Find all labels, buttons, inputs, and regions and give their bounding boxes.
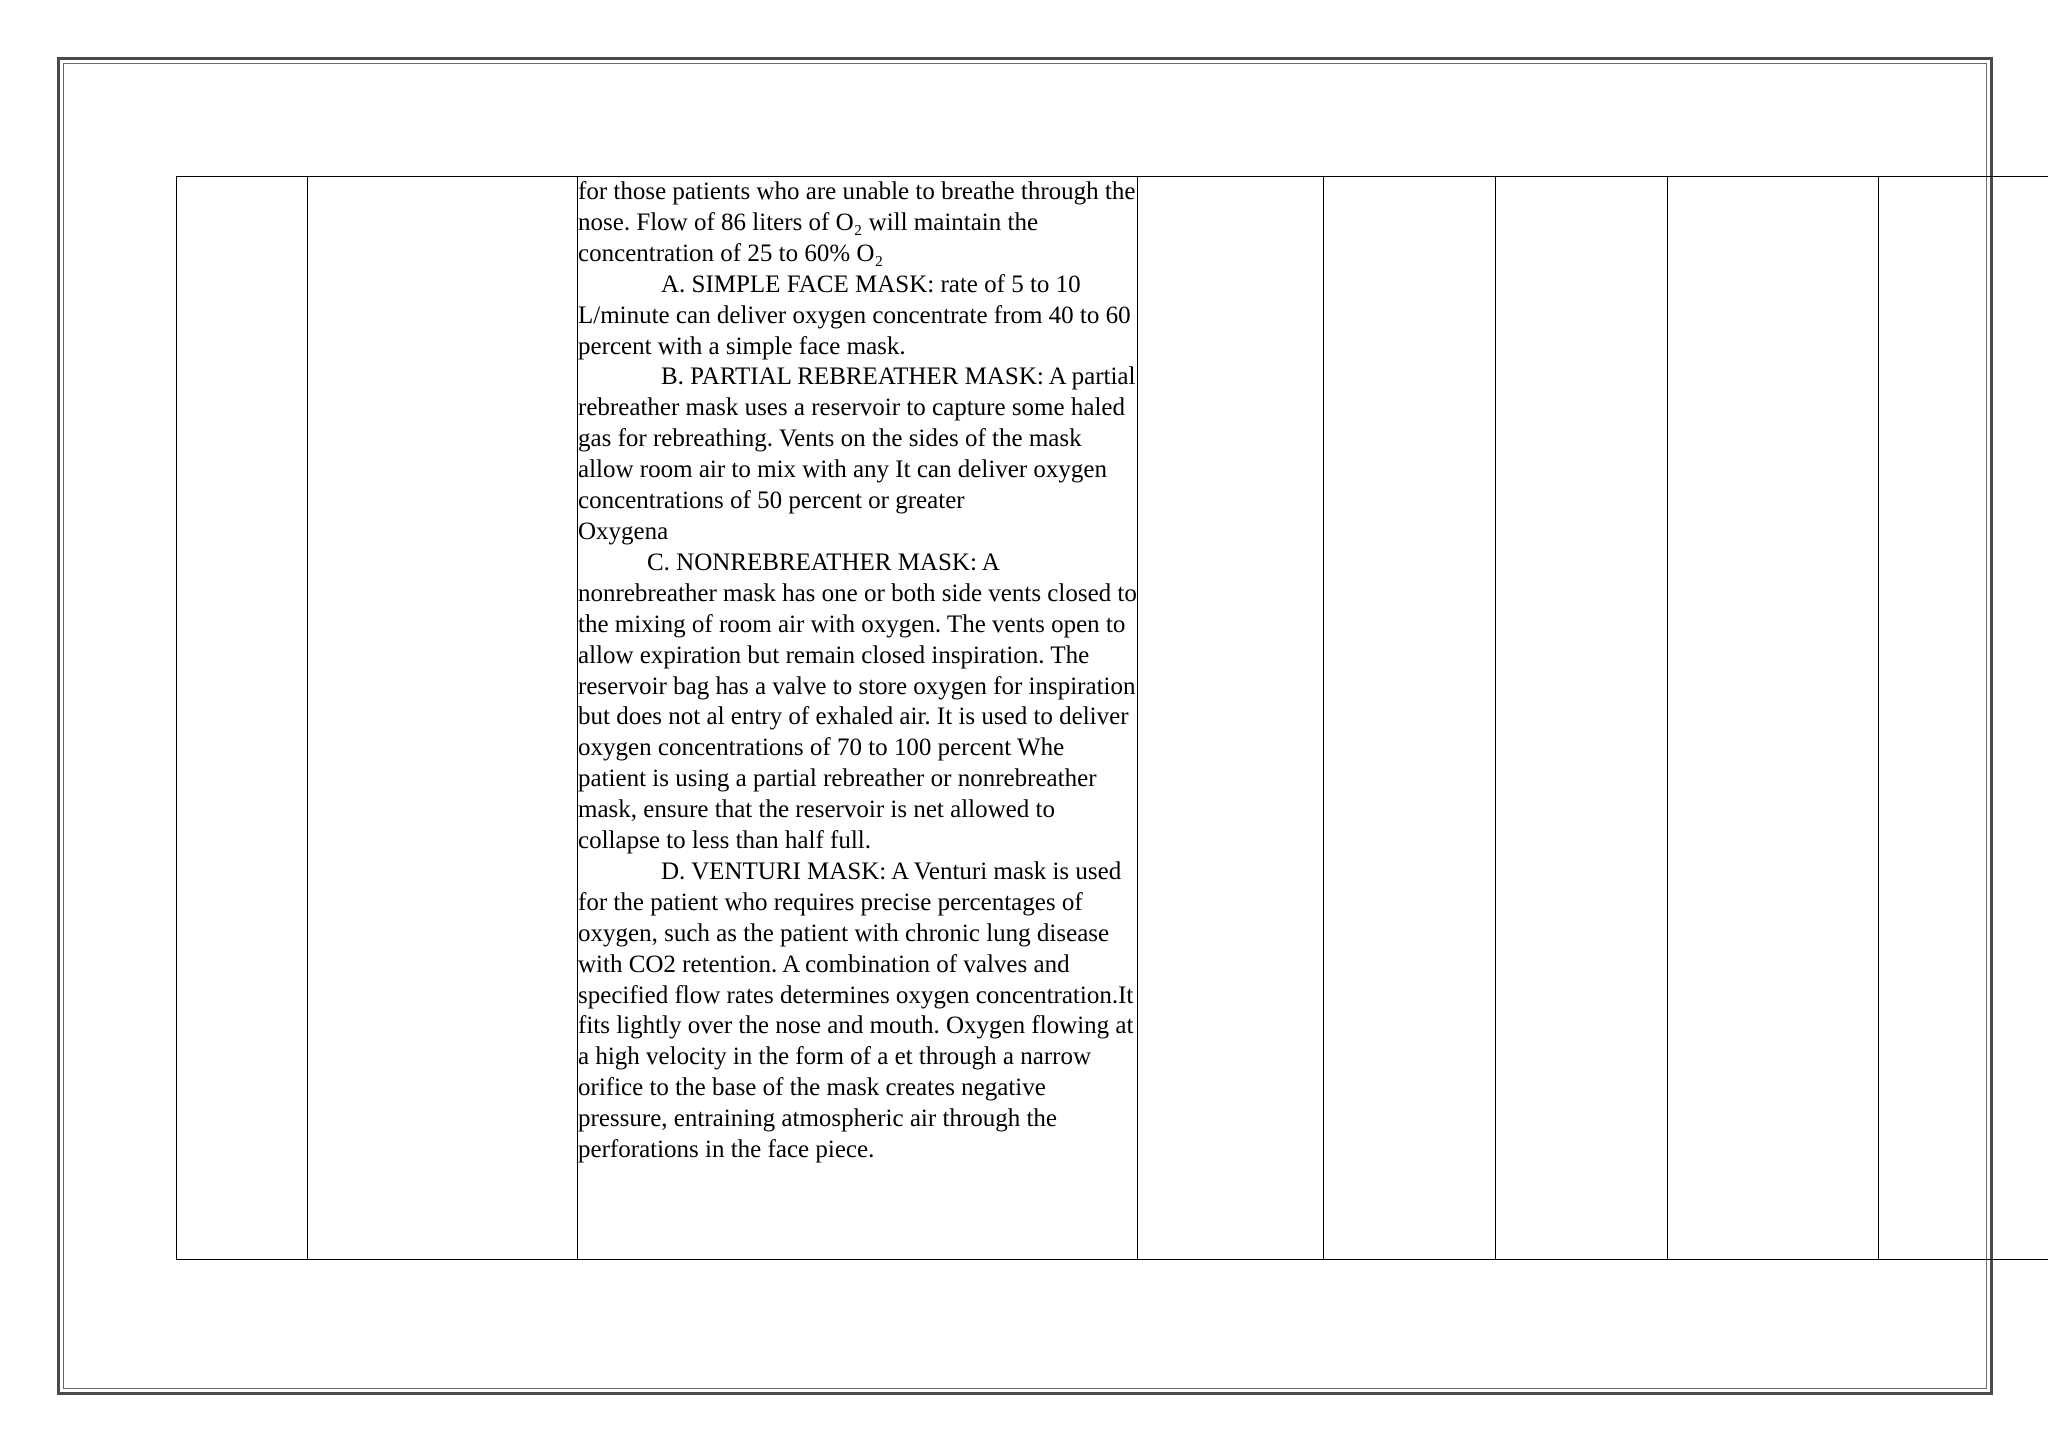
table-cell-empty-7 [1668,177,1879,1260]
table-cell-empty-6 [1496,177,1668,1260]
paragraph-intro: for those patients who are unable to breathe through the nose. Flow of 86 liters of O₂ will maintain the concentration of 25 to 60% O₂ [578,178,1136,267]
paragraph-nonrebreather-mask: C. NONREBREATHER MASK: A nonrebreather mask has one or both side vents closed to the mixing of room air with oxygen. The vents open to allow expiration but remain closed inspiration. The reservoir bag has a valve to store oxygen for inspiration but does not al entry of exhaled air. It is used to deliver oxygen concentrations of 70 to 100 percent Whe patient is using a partial rebreather or nonrebreather mask, ensure that the reservoir is net allowed to collapse to less than half full. [578,548,1137,855]
paragraph-oxygena: Oxygena [578,517,669,545]
table-cell-empty-1 [177,177,308,1260]
table-cell-empty-2 [308,177,578,1260]
table-cell-empty-4 [1138,177,1324,1260]
table-cell-empty-5 [1324,177,1496,1260]
paragraph-venturi-mask: D. VENTURI MASK: A Venturi mask is used for the patient who requires precise percentages of oxygen, such as the patient with chronic lung disease with CO2 retention. A combination of valves and specified flow rates determines oxygen concentration.It fits lightly over the nose and mouth. Oxygen flowing at a high velocity in the form of a et through a narrow orifice to the base of the mask creates negative pressure, entraining atmospheric air through the perforations in the face piece. [578,857,1134,1164]
table-row [177,177,2048,1260]
table-cell-empty-8 [1879,177,2048,1260]
paragraph-simple-face-mask: A. SIMPLE FACE MASK: rate of 5 to 10 L/minute can deliver oxygen concentrate from 40 to 60 percent with a simple face mask. [578,270,1131,360]
paragraph-partial-rebreather-mask: B. PARTIAL REBREATHER MASK: A partial rebreather mask uses a reservoir to capture some haled gas for rebreathing. Vents on the sides of the mask allow room air to mix with any It can deliver oxygen concentrations of 50 percent or greater [578,363,1136,515]
table-cell-content [578,177,1138,1260]
care-plan-table [176,176,2048,1260]
oxygen-mask-description [578,177,1137,1166]
